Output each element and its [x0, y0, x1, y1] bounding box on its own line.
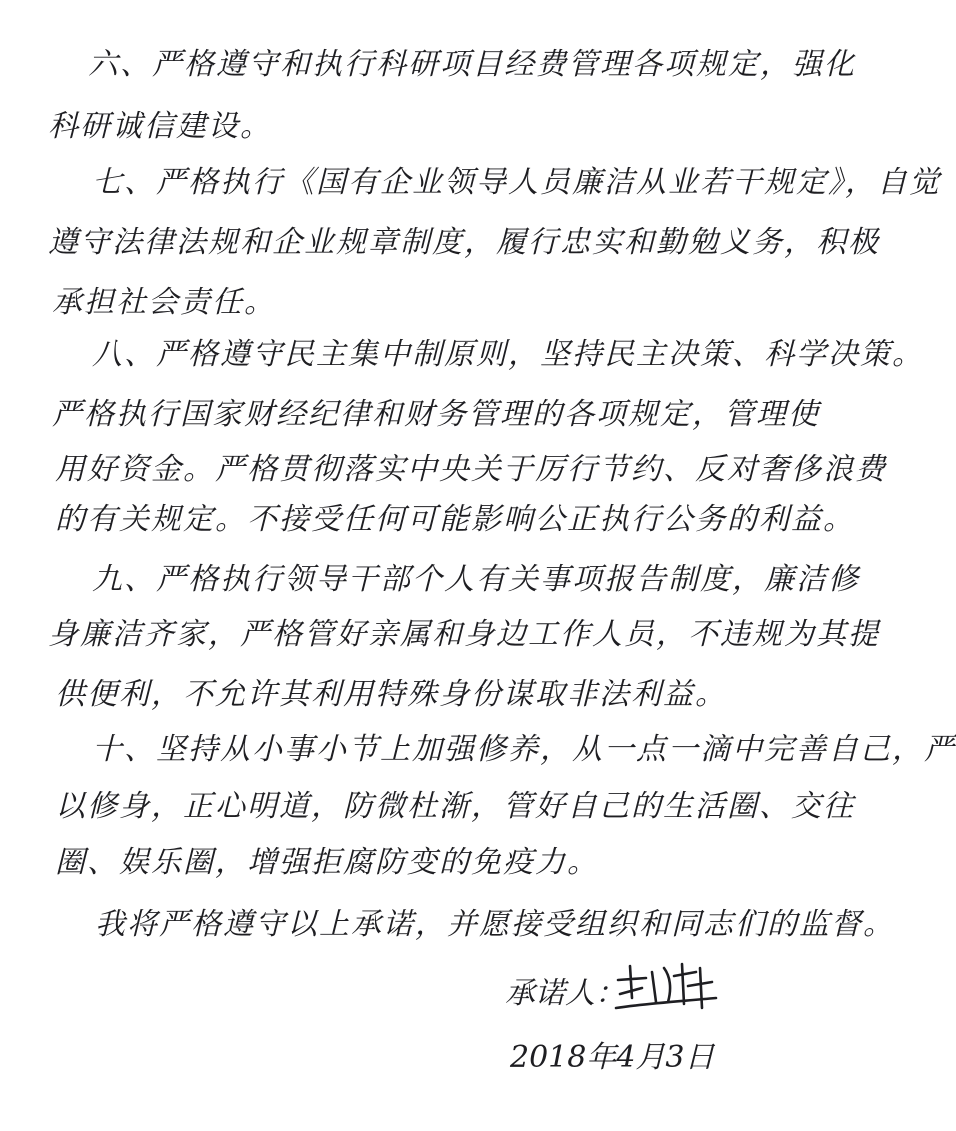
- pledge-line: 严格执行国家财经纪律和财务管理的各项规定，管理使: [52, 397, 820, 432]
- pledge-line: 身廉洁齐家，严格管好亲属和身边工作人员，不违规为其提: [48, 617, 880, 652]
- pledge-line: 供便利，不允许其利用特殊身份谋取非法利益。: [55, 677, 727, 712]
- pledge-line: 的有关规定。不接受任何可能影响公正执行公务的利益。: [55, 502, 855, 537]
- pledge-line: 十、坚持从小事小节上加强修养，从一点一滴中完善自己，严: [92, 732, 956, 767]
- pledge-line: 科研诚信建设。: [48, 109, 272, 144]
- pledge-line: 我将严格遵守以上承诺，并愿接受组织和同志们的监督。: [95, 907, 895, 942]
- signatory-label: 承诺人：: [505, 976, 625, 1011]
- pledge-line: 圈、娱乐圈，增强拒腐防变的免疫力。: [55, 845, 599, 880]
- pledge-line: 八、严格遵守民主集中制原则，坚持民主决策、科学决策。: [92, 337, 924, 372]
- pledge-line: 七、严格执行《国有企业领导人员廉洁从业若干规定》，自觉: [92, 165, 941, 200]
- pledge-line: 承担社会责任。: [52, 285, 276, 320]
- pledge-line: 用好资金。严格贯彻落实中央关于厉行节约、反对奢侈浪费: [55, 452, 887, 487]
- pledge-line: 九、严格执行领导干部个人有关事项报告制度，廉洁修: [92, 562, 860, 597]
- pledge-line: 以修身，正心明道，防微杜渐，管好自己的生活圈、交往: [55, 789, 855, 824]
- handwritten-signature: [612, 958, 722, 1016]
- pledge-line: 遵守法律法规和企业规章制度，履行忠实和勤勉义务，积极: [48, 225, 880, 260]
- pledge-line: 六、严格遵守和执行科研项目经费管理各项规定，强化: [88, 47, 856, 82]
- pledge-date: 2018年4月3日: [510, 1040, 715, 1075]
